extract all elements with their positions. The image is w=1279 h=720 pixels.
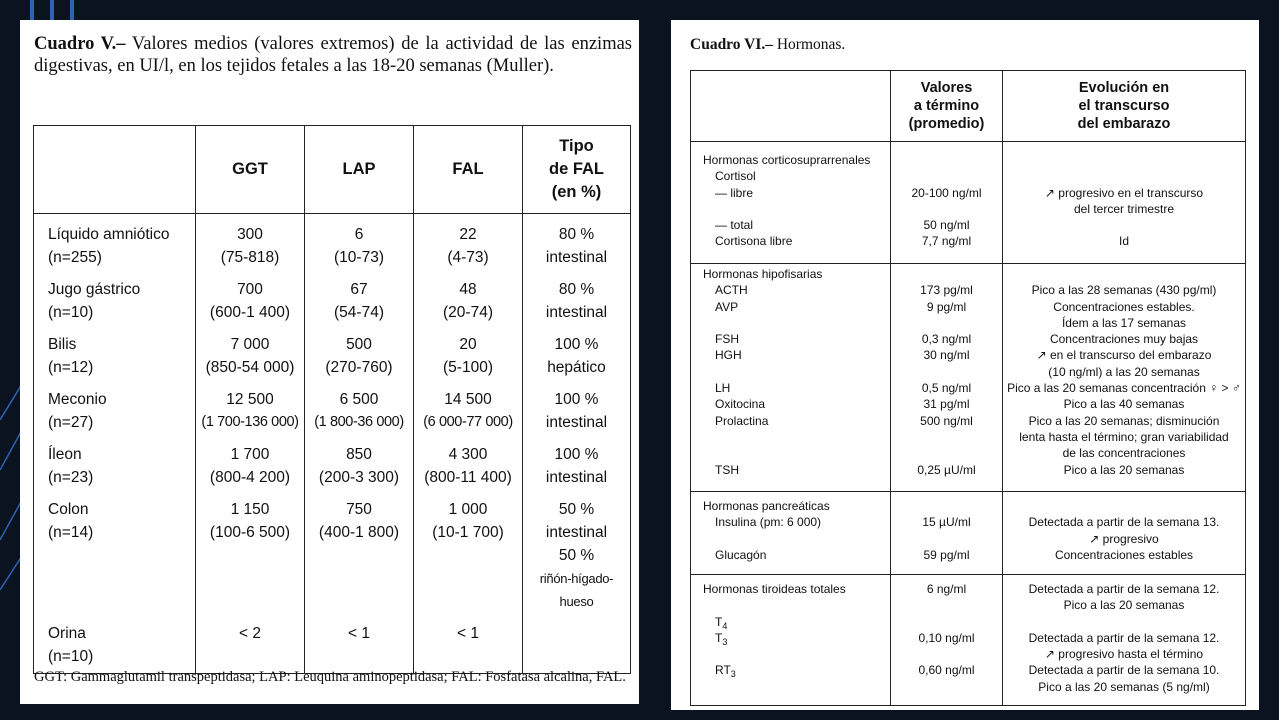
cell-value: 4 300: [448, 446, 488, 463]
table-header-row: [34, 126, 631, 214]
cell-type: intestinal: [545, 524, 608, 541]
cell-value: 12 500: [226, 391, 274, 408]
cell-tipo: [523, 489, 631, 613]
hormone-evolution: [1003, 575, 1246, 706]
row-label: [34, 324, 196, 379]
cell-lap: [305, 613, 414, 673]
hormone-value: 0,25 µU/ml: [917, 462, 976, 477]
hormone-value: 0,5 ng/ml: [921, 381, 972, 396]
cell-value: 80 %: [558, 226, 595, 243]
table-row-pancreaticas: [691, 492, 1246, 575]
cell-value: 850: [346, 446, 372, 463]
hormone-evolution: [1003, 492, 1246, 575]
cell-value: 50 %: [558, 501, 595, 518]
cell-range: (6 000-77 000): [423, 414, 513, 430]
background-bars: [30, 0, 74, 20]
cell-tipo: [523, 379, 631, 434]
evolution-text: de las concentraciones: [1062, 446, 1186, 461]
header-line: del embarazo: [1077, 116, 1171, 132]
table-row-hipofisarias: [691, 264, 1246, 492]
evolution-text: Pico a las 20 semanas: [1063, 598, 1185, 613]
evolution-text: Detectada a partir de la semana 12.: [1028, 630, 1220, 645]
group-title: Hormonas hipofisarias: [703, 267, 823, 281]
cell-tipo: [523, 214, 631, 270]
evolution-text: Detectada a partir de la semana 13.: [1028, 515, 1220, 530]
cell-value: 500: [346, 336, 372, 353]
hormone-names: [691, 142, 891, 264]
evolution-text: Concentraciones estables.: [1053, 299, 1195, 314]
cell-fal: [414, 269, 523, 324]
cell-type: intestinal: [545, 414, 608, 431]
cell-ggt: [196, 379, 305, 434]
cell-lap: [305, 489, 414, 613]
hormone-value: 0,10 ng/ml: [918, 630, 975, 645]
hormone-value: 6 ng/ml: [926, 582, 967, 596]
cuadro-vi-caption: [690, 36, 845, 54]
cell-value: 7 000: [230, 336, 270, 353]
evolution-text: del tercer trimestre: [1073, 201, 1175, 216]
cell-range: (4-73): [447, 249, 489, 266]
hormone-name: Prolactina: [715, 413, 769, 428]
table-row: [34, 489, 631, 613]
group-title: Hormonas corticosuprarrenales: [703, 153, 871, 167]
cell-tipo: [523, 269, 631, 324]
cell-tipo: [523, 434, 631, 489]
row-name: Jugo gástrico: [48, 281, 141, 298]
table-row-tiroideas: [691, 575, 1246, 706]
hormone-value: 173 pg/ml: [920, 283, 973, 298]
evolution-text: Concentraciones estables: [1054, 547, 1194, 562]
cell-fal: [414, 324, 523, 379]
hormone-name: RT: [715, 663, 731, 678]
cuadro-v-panel: [20, 20, 639, 704]
cell-value: 750: [346, 501, 372, 518]
hormone-name-rt3: [703, 662, 884, 678]
cell-value: 100 %: [554, 391, 599, 408]
hormone-name: HGH: [715, 348, 742, 363]
cell-ggt: [196, 214, 305, 270]
hormone-value: 30 ng/ml: [923, 348, 970, 363]
cuadro-vi-caption-text: Hormonas.: [776, 36, 846, 53]
row-label: [34, 214, 196, 270]
cell-value: 48: [459, 281, 477, 298]
evolution-text: (10 ng/ml) a las 20 semanas: [1048, 364, 1200, 379]
cell-range: (850-54 000): [205, 359, 295, 376]
table-row: [34, 324, 631, 379]
cuadro-v-caption: [34, 33, 632, 77]
cell-fal: [414, 214, 523, 270]
cell-value: 20: [459, 336, 477, 353]
hormone-name: LH: [715, 381, 731, 396]
cuadro-vi-table: [690, 70, 1246, 706]
hormone-value: 7,7 ng/ml: [921, 234, 972, 249]
evolution-text: Pico a las 20 semanas; disminución: [1028, 413, 1220, 428]
row-name: Bilis: [48, 336, 77, 353]
row-name: Íleon: [48, 446, 82, 463]
cell-value: 100 %: [554, 336, 599, 353]
cell-type: intestinal: [545, 249, 608, 266]
row-n: (n=14): [48, 524, 94, 541]
cell-value: 80 %: [558, 281, 595, 298]
row-name: Orina: [48, 625, 86, 642]
cuadro-v-footnote: GGT: Gammaglutamil transpeptidasa; LAP: Leuquina aminopeptidasa; FAL: Fosfatasa alcalina, FAL.: [34, 669, 626, 685]
cell-ggt: [196, 269, 305, 324]
row-n: (n=10): [48, 304, 94, 321]
hormone-evolution: [1003, 142, 1246, 264]
hormone-values: [891, 492, 1003, 575]
hormone-value: 20-100 ng/ml: [911, 185, 982, 200]
row-n: (n=27): [48, 414, 94, 431]
cell-range: (10-73): [334, 249, 384, 266]
cuadro-v-caption-label: Cuadro V.–: [34, 34, 126, 54]
hormone-name: Glucagón: [715, 547, 767, 562]
cell-range: (1 800-36 000): [314, 414, 404, 430]
cell-value: 1 150: [230, 501, 270, 518]
hormone-name-t3: [703, 630, 884, 646]
table-row-corticosuprarrenales: [691, 142, 1246, 264]
cell-tipo: [523, 613, 631, 673]
hormone-name: ACTH: [715, 283, 748, 298]
cell-type: riñón-hígado-hueso: [539, 571, 614, 609]
header-evolucion: [1003, 71, 1246, 142]
hormone-name: — total: [715, 218, 754, 233]
hormone-values: [891, 575, 1003, 706]
cuadro-v-caption-text: Valores medios (valores extremos) de la actividad de las enzimas digestivas, en UI/l, en los tejidos fetales a las 18-20 semanas (Muller).: [34, 34, 632, 76]
cell-lap: [305, 324, 414, 379]
cell-value: 50 %: [558, 547, 595, 564]
cell-ggt: [196, 324, 305, 379]
row-n: (n=23): [48, 469, 94, 486]
cell-type: intestinal: [545, 304, 608, 321]
evolution-text: lenta hasta el término; gran variabilidad: [1019, 429, 1229, 444]
hormone-subscript: 3: [730, 669, 736, 680]
cell-value: 67: [350, 281, 368, 298]
row-name: Líquido amniótico: [48, 226, 170, 243]
group-title: Hormonas pancreáticas: [703, 499, 830, 513]
cell-lap: [305, 434, 414, 489]
cell-range: (800-4 200): [209, 469, 291, 486]
cell-value: < 2: [239, 625, 261, 642]
hormone-name: TSH: [715, 462, 739, 477]
cell-value: < 1: [348, 625, 370, 642]
row-label: [34, 379, 196, 434]
hormone-values: [891, 142, 1003, 264]
evolution-text: Pico a las 20 semanas (5 ng/ml): [1038, 679, 1210, 694]
header-tipo-line: Tipo: [559, 137, 594, 155]
table-row: [34, 613, 631, 673]
header-fal: FAL: [414, 126, 523, 214]
table-row: [34, 434, 631, 489]
hormone-value: 31 pg/ml: [923, 397, 970, 412]
row-n: (n=10): [48, 648, 94, 665]
header-tipo-fal: [523, 126, 631, 214]
cell-ggt: [196, 489, 305, 613]
hormone-name: Cortisol: [715, 169, 756, 184]
header-empty: [691, 71, 891, 142]
cell-lap: [305, 269, 414, 324]
cell-type: hepático: [547, 359, 606, 376]
hormone-names: [691, 575, 891, 706]
hormone-name: FSH: [715, 332, 739, 347]
cell-tipo: [523, 324, 631, 379]
cuadro-vi-panel: [671, 20, 1259, 710]
row-n: (n=12): [48, 359, 94, 376]
evolution-text: Detectada a partir de la semana 12.: [1028, 582, 1220, 596]
header-empty: [34, 126, 196, 214]
cell-ggt: [196, 434, 305, 489]
evolution-text: Ídem a las 17 semanas: [1061, 315, 1187, 330]
table-header-row: [691, 71, 1246, 142]
cuadro-v-table: [33, 125, 631, 674]
cell-fal: [414, 379, 523, 434]
row-label: [34, 489, 196, 613]
cell-range: (400-1 800): [318, 524, 400, 541]
hormone-name: T: [715, 630, 723, 645]
hormone-name: T: [715, 614, 723, 629]
cell-fal: [414, 613, 523, 673]
row-label: [34, 434, 196, 489]
hormone-evolution: [1003, 264, 1246, 492]
hormone-values: [891, 264, 1003, 492]
cell-value: < 1: [457, 625, 479, 642]
hormone-name: — libre: [715, 185, 754, 200]
hormone-value: 500 ng/ml: [920, 413, 973, 428]
cell-value: 300: [237, 226, 263, 243]
evolution-text: Pico a las 20 semanas: [1063, 462, 1185, 477]
evolution-text: Detectada a partir de la semana 10.: [1028, 663, 1220, 678]
cell-value: 14 500: [444, 391, 492, 408]
header-line: el transcurso: [1078, 98, 1170, 114]
cell-fal: [414, 434, 523, 489]
hormone-names: [691, 264, 891, 492]
hormone-subscript: 4: [722, 620, 728, 631]
evolution-text: ↗ progresivo hasta el término: [1044, 647, 1204, 662]
cell-value: 6 500: [339, 391, 379, 408]
header-ggt: GGT: [196, 126, 305, 214]
cell-value: 22: [459, 226, 477, 243]
table-row: [34, 214, 631, 270]
cell-type: intestinal: [545, 469, 608, 486]
cell-value: 100 %: [554, 446, 599, 463]
evolution-text: ↗ progresivo: [1089, 531, 1159, 546]
evolution-text: Pico a las 40 semanas: [1063, 397, 1185, 412]
row-name: Colon: [48, 501, 89, 518]
cell-value: 1 700: [230, 446, 270, 463]
evolution-text: Pico a las 20 semanas concentración ♀ > ♂: [1007, 381, 1241, 396]
cell-value: 6: [354, 226, 364, 243]
cell-range: (5-100): [443, 359, 493, 376]
cell-value: 1 000: [448, 501, 488, 518]
header-tipo-line: (en %): [551, 183, 602, 201]
header-valores: [891, 71, 1003, 142]
hormone-name: AVP: [715, 299, 739, 314]
header-lap: LAP: [305, 126, 414, 214]
header-line: Valores: [920, 80, 973, 96]
cell-range: (200-3 300): [318, 469, 400, 486]
cell-range: (600-1 400): [209, 304, 291, 321]
cell-ggt: [196, 613, 305, 673]
cell-range: (270-760): [325, 359, 393, 376]
header-line: (promedio): [908, 116, 985, 132]
row-label: [34, 269, 196, 324]
cell-lap: [305, 214, 414, 270]
cell-range: (1 700-136 000): [201, 414, 299, 430]
cell-value: 700: [237, 281, 263, 298]
hormone-value: 0,60 ng/ml: [918, 663, 975, 678]
table-row: [34, 379, 631, 434]
header-line: Evolución en: [1078, 80, 1170, 96]
cell-range: (100-6 500): [209, 524, 291, 541]
hormone-name: Cortisona libre: [715, 234, 793, 249]
table-row: [34, 269, 631, 324]
hormone-name: Insulina (pm: 6 000): [715, 515, 822, 530]
cell-range: (10-1 700): [432, 524, 504, 541]
cell-range: (20-74): [443, 304, 493, 321]
hormone-value: 59 pg/ml: [923, 547, 970, 562]
evolution-text: Concentraciones muy bajas: [1049, 332, 1199, 347]
cell-lap: [305, 379, 414, 434]
row-name: Meconio: [48, 391, 107, 408]
cell-range: (800-11 400): [424, 469, 512, 486]
hormone-value: 0,3 ng/ml: [921, 332, 972, 347]
hormone-name-t4: [703, 614, 884, 630]
cuadro-vi-caption-label: Cuadro VI.–: [690, 36, 773, 53]
hormone-names: [691, 492, 891, 575]
hormone-name: Oxitocina: [715, 397, 766, 412]
evolution-text: Pico a las 28 semanas (430 pg/ml): [1031, 283, 1217, 298]
hormone-value: 50 ng/ml: [923, 218, 970, 233]
header-tipo-line: de FAL: [548, 160, 604, 178]
cell-fal: [414, 489, 523, 613]
hormone-value: 9 pg/ml: [926, 299, 967, 314]
cell-range: (54-74): [334, 304, 384, 321]
group-title: Hormonas tiroideas totales: [703, 582, 846, 596]
evolution-text: ↗ progresivo en el transcurso: [1044, 185, 1204, 200]
row-n: (n=255): [48, 249, 102, 266]
header-line: a término: [913, 98, 980, 114]
evolution-text: Id: [1118, 234, 1129, 249]
evolution-text: ↗ en el transcurso del embarazo: [1036, 348, 1212, 363]
hormone-value: 15 µU/ml: [922, 515, 971, 530]
row-label: [34, 613, 196, 673]
cell-range: (75-818): [220, 249, 280, 266]
hormone-subscript: 3: [722, 636, 728, 647]
